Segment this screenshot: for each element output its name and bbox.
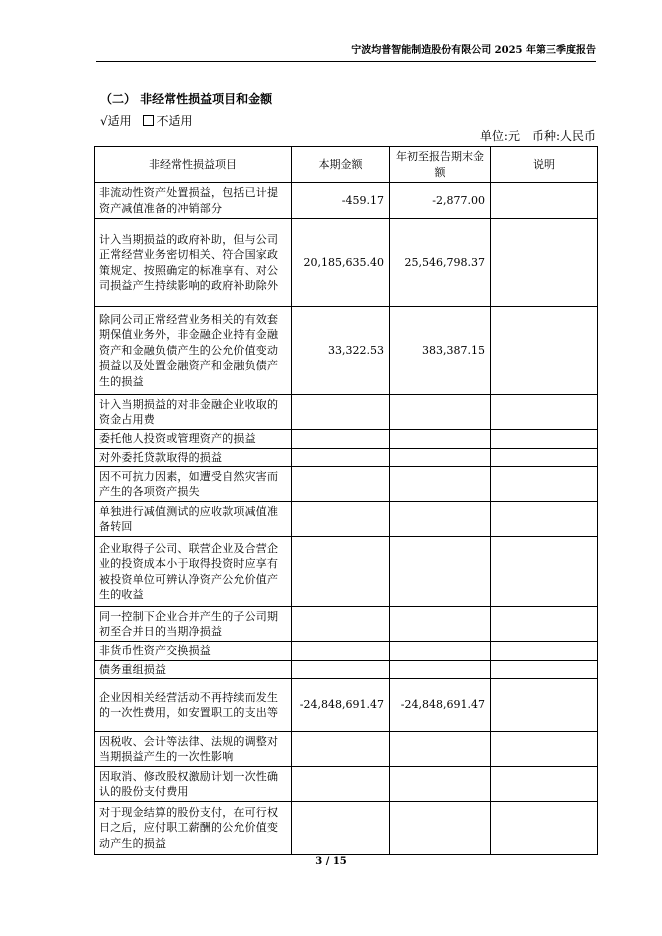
table-row bbox=[95, 660, 598, 679]
row-note-cell bbox=[491, 607, 598, 642]
row-current-amount: -459.17 bbox=[292, 183, 390, 219]
table-row bbox=[95, 467, 598, 502]
row-ytd-amount bbox=[390, 642, 491, 661]
table-row bbox=[95, 767, 598, 802]
page-number: 3 / 15 bbox=[315, 856, 347, 867]
row-note-cell bbox=[491, 448, 598, 467]
section-title: （二） 非经常性损益项目和金额 bbox=[100, 92, 273, 106]
row-current-amount: 20,185,635.40 bbox=[292, 219, 390, 307]
table-row bbox=[95, 642, 598, 661]
row-note-cell bbox=[491, 660, 598, 679]
row-item-cell: 对于现金结算的股份支付，在可行权日之后，应付职工薪酬的公允价值变动产生的损益 bbox=[95, 802, 292, 855]
column-header-item: 非经常性损益项目 bbox=[95, 147, 292, 183]
row-ytd-amount bbox=[390, 430, 491, 449]
row-current-amount bbox=[292, 767, 390, 802]
row-ytd-amount: 25,546,798.37 bbox=[390, 219, 491, 307]
row-item-cell: 企业取得子公司、联营企业及合营企业的投资成本小于取得投资时应享有被投资单位可辨认净资产公允价值产生的收益 bbox=[95, 537, 292, 607]
row-note-cell bbox=[491, 467, 598, 502]
row-item-cell: 计入当期损益的对非金融企业收取的资金占用费 bbox=[95, 395, 292, 430]
row-note-cell bbox=[491, 430, 598, 449]
row-current-amount: 33,322.53 bbox=[292, 307, 390, 395]
row-item-cell: 单独进行减值测试的应收款项减值准备转回 bbox=[95, 502, 292, 537]
not-applicable-option: 不适用 bbox=[156, 114, 193, 128]
row-item-cell: 因税收、会计等法律、法规的调整对当期损益产生的一次性影响 bbox=[95, 732, 292, 767]
row-item-cell: 因取消、修改股权激励计划一次性确认的股份支付费用 bbox=[95, 767, 292, 802]
row-item-cell: 除同公司正常经营业务相关的有效套期保值业务外，非金融企业持有金融资产和金融负债产生的公允价值变动损益以及处置金融资产和金融负债产生的损益 bbox=[95, 307, 292, 395]
row-ytd-amount bbox=[390, 502, 491, 537]
row-current-amount bbox=[292, 395, 390, 430]
report-header: 宁波均普智能制造股份有限公司 2025 年第三季度报告 bbox=[351, 45, 596, 56]
row-note-cell bbox=[491, 395, 598, 430]
row-item-cell: 非流动性资产处置损益，包括已计提资产减值准备的冲销部分 bbox=[95, 183, 292, 219]
row-current-amount bbox=[292, 660, 390, 679]
table-row bbox=[95, 219, 598, 307]
table-row bbox=[95, 502, 598, 537]
row-ytd-amount bbox=[390, 607, 491, 642]
column-header-note: 说明 bbox=[491, 147, 598, 183]
row-note-cell bbox=[491, 307, 598, 395]
row-current-amount bbox=[292, 430, 390, 449]
currency-label: 币种:人民币 bbox=[531, 129, 596, 143]
row-current-amount: -24,848,691.47 bbox=[292, 679, 390, 732]
row-item-cell: 计入当期损益的政府补助，但与公司正常经营业务密切相关、符合国家政策规定、按照确定的标准享有、对公司损益产生持续影响的政府补助除外 bbox=[95, 219, 292, 307]
table-header-row bbox=[95, 147, 598, 183]
table-row bbox=[95, 607, 598, 642]
row-note-cell bbox=[491, 802, 598, 855]
row-item-cell: 债务重组损益 bbox=[95, 660, 292, 679]
row-current-amount bbox=[292, 467, 390, 502]
table-row bbox=[95, 183, 598, 219]
row-current-amount bbox=[292, 642, 390, 661]
row-ytd-amount bbox=[390, 767, 491, 802]
row-ytd-amount bbox=[390, 467, 491, 502]
unit-line bbox=[468, 128, 596, 144]
row-item-cell: 因不可抗力因素，如遭受自然灾害而产生的各项资产损失 bbox=[95, 467, 292, 502]
row-note-cell bbox=[491, 502, 598, 537]
column-header-ytd: 年初至报告期末金额 bbox=[390, 147, 491, 183]
row-ytd-amount: 383,387.15 bbox=[390, 307, 491, 395]
row-item-cell: 非货币性资产交换损益 bbox=[95, 642, 292, 661]
row-current-amount bbox=[292, 732, 390, 767]
applicable-option: √适用 bbox=[100, 114, 132, 128]
row-ytd-amount bbox=[390, 732, 491, 767]
table-row bbox=[95, 802, 598, 855]
row-current-amount bbox=[292, 448, 390, 467]
non-recurring-items-table bbox=[94, 146, 598, 855]
row-note-cell bbox=[491, 219, 598, 307]
row-ytd-amount bbox=[390, 537, 491, 607]
header-divider bbox=[96, 61, 596, 62]
row-note-cell bbox=[491, 183, 598, 219]
row-ytd-amount bbox=[390, 660, 491, 679]
row-note-cell bbox=[491, 767, 598, 802]
row-item-cell: 对外委托贷款取得的损益 bbox=[95, 448, 292, 467]
row-current-amount bbox=[292, 607, 390, 642]
applicability-options bbox=[100, 113, 193, 129]
table-row bbox=[95, 307, 598, 395]
table-row bbox=[95, 537, 598, 607]
table-row bbox=[95, 732, 598, 767]
row-current-amount bbox=[292, 537, 390, 607]
row-ytd-amount bbox=[390, 448, 491, 467]
row-note-cell bbox=[491, 732, 598, 767]
row-note-cell bbox=[491, 642, 598, 661]
row-ytd-amount bbox=[390, 802, 491, 855]
row-item-cell: 企业因相关经营活动不再持续而发生的一次性费用，如安置职工的支出等 bbox=[95, 679, 292, 732]
row-current-amount bbox=[292, 502, 390, 537]
checkbox-empty-icon bbox=[143, 115, 154, 126]
table-row bbox=[95, 430, 598, 449]
row-ytd-amount bbox=[390, 395, 491, 430]
row-note-cell bbox=[491, 537, 598, 607]
unit-label: 单位:元 bbox=[479, 129, 520, 143]
row-current-amount bbox=[292, 802, 390, 855]
table-row bbox=[95, 395, 598, 430]
table-row bbox=[95, 448, 598, 467]
row-note-cell bbox=[491, 679, 598, 732]
row-ytd-amount: -24,848,691.47 bbox=[390, 679, 491, 732]
row-ytd-amount: -2,877.00 bbox=[390, 183, 491, 219]
row-item-cell: 委托他人投资或管理资产的损益 bbox=[95, 430, 292, 449]
column-header-current: 本期金额 bbox=[292, 147, 390, 183]
row-item-cell: 同一控制下企业合并产生的子公司期初至合并日的当期净损益 bbox=[95, 607, 292, 642]
table-row bbox=[95, 679, 598, 732]
